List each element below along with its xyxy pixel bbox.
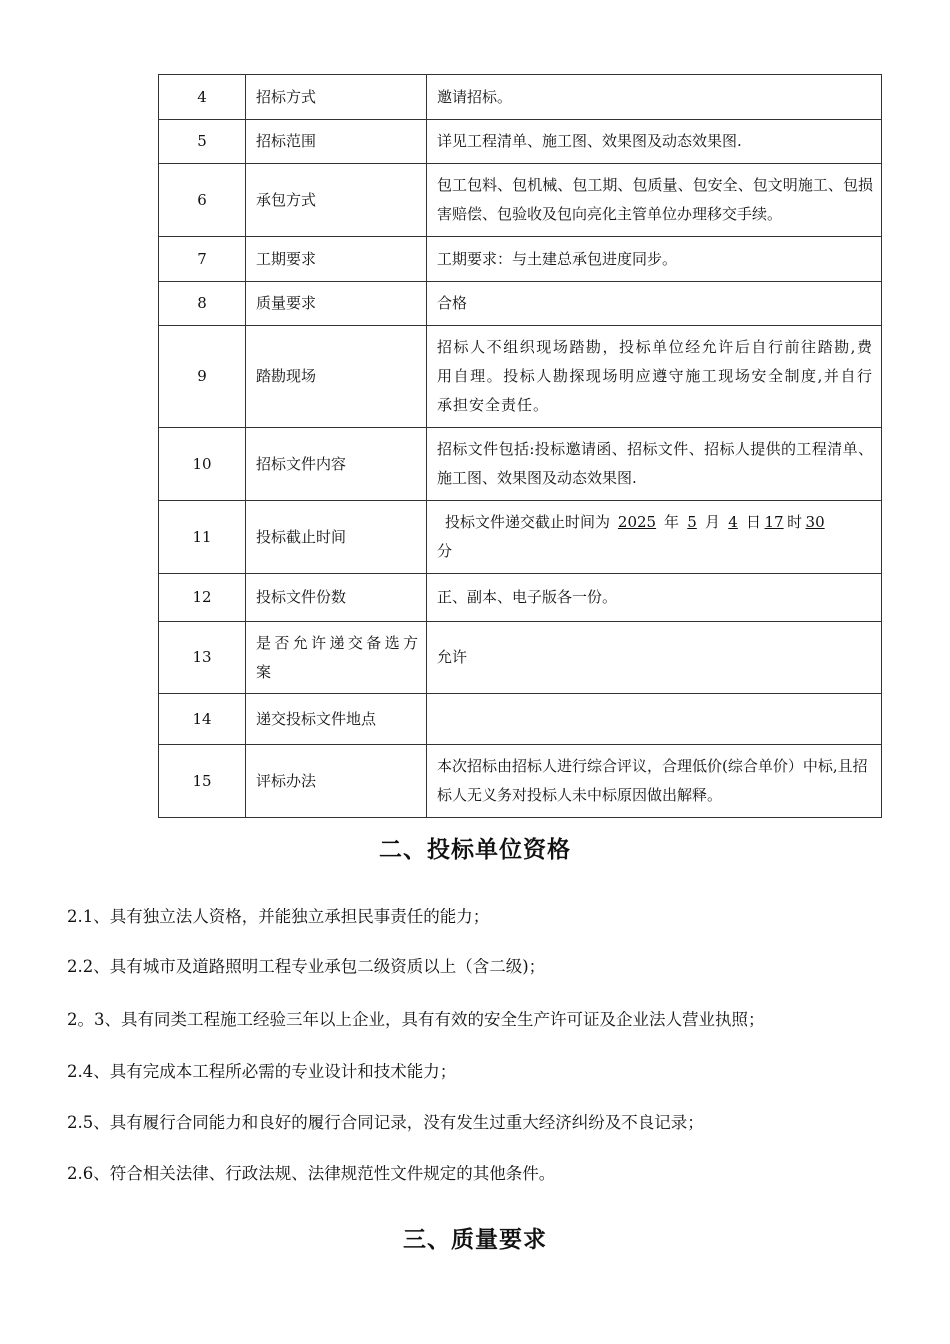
qualification-item: 2.2、具有城市及道路照明工程专业承包二级资质以上（含二级)； [67, 957, 546, 976]
row-item: 是否允许递交备选方案 [246, 622, 427, 694]
table-row [159, 120, 882, 164]
row-number: 8 [159, 282, 246, 326]
deadline-day: 4 [728, 513, 738, 531]
qualification-item: 2.1、具有独立法人资格，并能独立承担民事责任的能力； [67, 907, 490, 926]
row-description: 详见工程清单、施工图、效果图及动态效果图. [427, 120, 882, 164]
table-row [159, 75, 882, 120]
row-number: 6 [159, 164, 246, 237]
row-number: 10 [159, 428, 246, 501]
deadline-year: 2025 [617, 513, 657, 531]
table-row [159, 326, 882, 428]
qualification-item: 2.4、具有完成本工程所必需的专业设计和技术能力； [67, 1062, 457, 1081]
section3-title: 三、质量要求 [403, 1226, 547, 1253]
row-description: 允许 [427, 622, 882, 694]
table-row [159, 501, 882, 574]
row-item: 投标截止时间 [246, 501, 427, 574]
row-description: 工期要求：与土建总承包进度同步。 [427, 237, 882, 282]
row-number: 9 [159, 326, 246, 428]
row-number: 7 [159, 237, 246, 282]
row-description: 合格 [427, 282, 882, 326]
table-row [159, 622, 882, 694]
table-row [159, 694, 882, 745]
row-number: 11 [159, 501, 246, 574]
deadline-prefix: 投标文件递交截止时间为 [445, 513, 611, 531]
row-item: 招标方式 [246, 75, 427, 120]
row-description: 正、副本、电子版各一份。 [427, 574, 882, 622]
deadline-month-unit: 月 [705, 513, 721, 531]
table-row [159, 282, 882, 326]
table-row [159, 745, 882, 818]
row-item: 评标办法 [246, 745, 427, 818]
table-row [159, 428, 882, 501]
deadline-day-unit: 日 [746, 513, 762, 531]
table-row [159, 574, 882, 622]
section2-title: 二、投标单位资格 [379, 836, 571, 863]
deadline-minute-unit: 分 [437, 542, 453, 560]
deadline-minute: 30 [805, 513, 825, 531]
row-number: 15 [159, 745, 246, 818]
row-item: 投标文件份数 [246, 574, 427, 622]
row-description [427, 694, 882, 745]
qualification-item: 2.5、具有履行合同能力和良好的履行合同记录，没有发生过重大经济纠纷及不良记录； [67, 1113, 704, 1132]
deadline-hour-unit: 时 [787, 513, 803, 531]
row-item: 工期要求 [246, 237, 427, 282]
row-number: 12 [159, 574, 246, 622]
deadline-year-unit: 年 [664, 513, 680, 531]
row-item: 承包方式 [246, 164, 427, 237]
row-item: 踏勘现场 [246, 326, 427, 428]
bid-info-table [158, 74, 882, 818]
row-description: 本次招标由招标人进行综合评议，合理低价(综合单价）中标,且招标人无义务对投标人未中标原因做出解释。 [427, 745, 882, 818]
deadline-month: 5 [687, 513, 697, 531]
qualification-item: 2。3、具有同类工程施工经验三年以上企业，具有有效的安全生产许可证及企业法人营业执照； [67, 1010, 765, 1029]
row-description: 包工包料、包机械、包工期、包质量、包安全、包文明施工、包损害赔偿、包验收及包向亮化主管单位办理移交手续。 [427, 164, 882, 237]
table-row [159, 237, 882, 282]
row-description: 招标人不组织现场踏勘，投标单位经允许后自行前往踏勘,费用自理。投标人勘探现场明应遵守施工现场安全制度,并自行承担安全责任。 [427, 326, 882, 428]
row-number: 14 [159, 694, 246, 745]
table-row [159, 164, 882, 237]
row-number: 4 [159, 75, 246, 120]
deadline-hour: 17 [764, 513, 784, 531]
row-item: 递交投标文件地点 [246, 694, 427, 745]
deadline-description [427, 501, 882, 574]
row-description: 招标文件包括:投标邀请函、招标文件、招标人提供的工程清单、施工图、效果图及动态效果图. [427, 428, 882, 501]
row-item: 招标文件内容 [246, 428, 427, 501]
row-item: 招标范围 [246, 120, 427, 164]
row-description: 邀请招标。 [427, 75, 882, 120]
row-number: 13 [159, 622, 246, 694]
qualification-item: 2.6、符合相关法律、行政法规、法律规范性文件规定的其他条件。 [67, 1164, 556, 1183]
row-item: 质量要求 [246, 282, 427, 326]
row-number: 5 [159, 120, 246, 164]
